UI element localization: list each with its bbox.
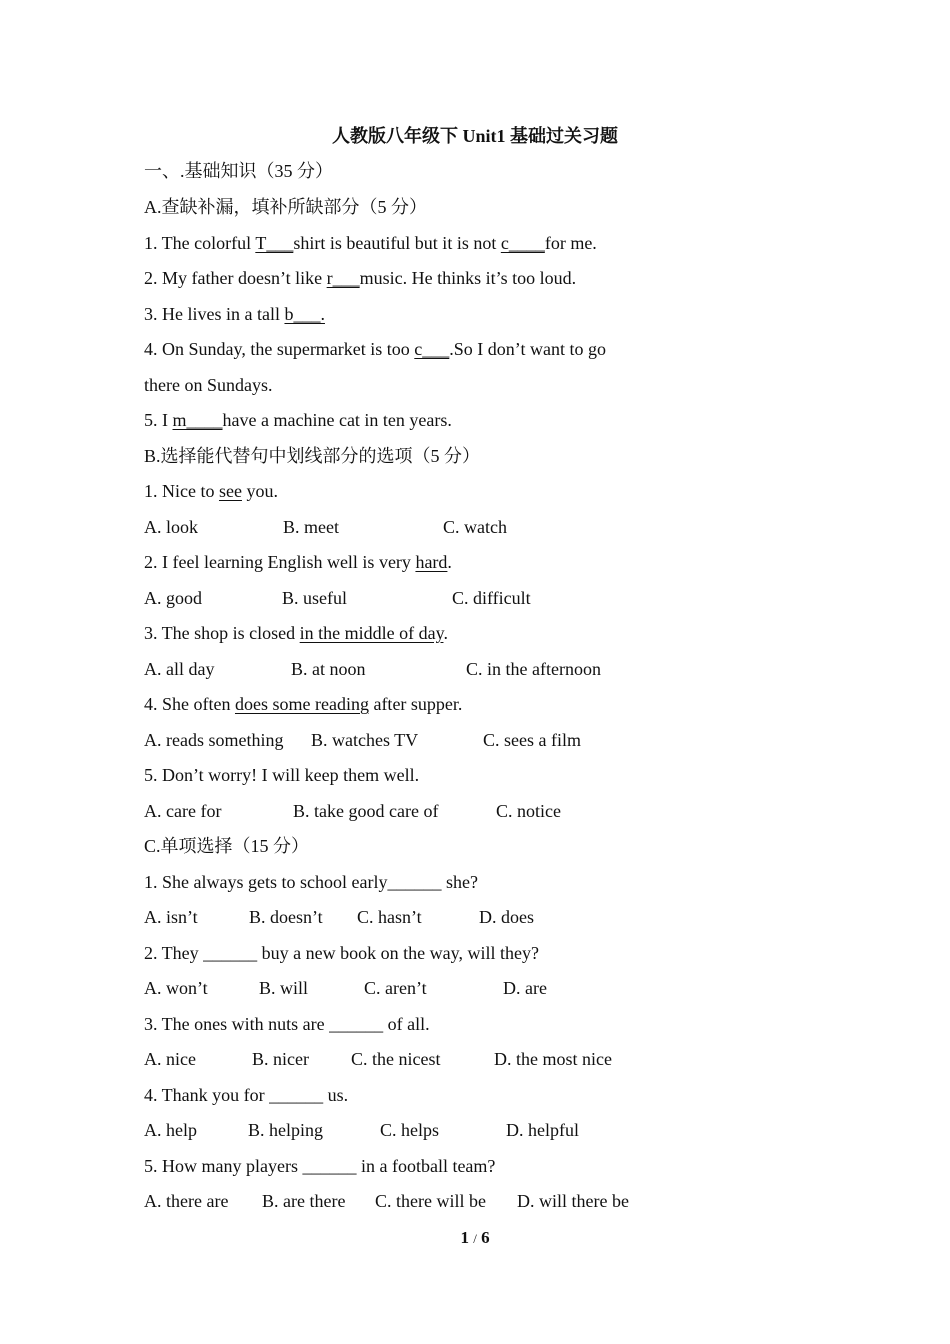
option: A. all day	[144, 659, 215, 679]
option: A. reads something	[144, 730, 284, 750]
part-c-heading: C.单项选择（15 分）	[144, 836, 310, 856]
options-b4	[144, 727, 581, 753]
options-c4	[144, 1117, 579, 1143]
options-c2	[144, 975, 547, 1001]
option: C. there will be	[375, 1191, 486, 1211]
total-pages: 6	[481, 1228, 490, 1247]
question-c3: 3. The ones with nuts are ______ of all.	[144, 1014, 430, 1034]
question-a4-continued: there on Sundays.	[144, 375, 273, 395]
options-c5	[144, 1188, 629, 1214]
option: C. difficult	[452, 588, 531, 608]
section-heading: 一、.基础知识（35 分）	[144, 161, 333, 181]
option: B. watches TV	[311, 730, 419, 750]
option: B. useful	[282, 588, 347, 608]
option: B. helping	[248, 1120, 323, 1140]
page-separator: /	[473, 1231, 477, 1246]
option: B. doesn’t	[249, 907, 323, 927]
option: A. won’t	[144, 978, 208, 998]
option: A. nice	[144, 1049, 196, 1069]
option: C. hasn’t	[357, 907, 422, 927]
question-c2: 2. They ______ buy a new book on the way, will they?	[144, 943, 539, 963]
option: C. helps	[380, 1120, 440, 1140]
question-b1: 1. Nice to see you.	[144, 481, 278, 501]
option: B. are there	[262, 1191, 346, 1211]
part-a-heading: A.查缺补漏，填补所缺部分（5 分）	[144, 197, 427, 217]
page-number	[0, 1228, 950, 1248]
option: B. meet	[283, 517, 339, 537]
question-a5: 5. I m____have a machine cat in ten years.	[144, 410, 452, 430]
options-b3	[144, 656, 601, 682]
options-c1	[144, 904, 534, 930]
option: A. isn’t	[144, 907, 198, 927]
option: B. take good care of	[293, 801, 439, 821]
option: A. there are	[144, 1191, 229, 1211]
question-b4: 4. She often does some reading after supper.	[144, 694, 463, 714]
option: C. in the afternoon	[466, 659, 601, 679]
question-c5: 5. How many players ______ in a football team?	[144, 1156, 496, 1176]
option: A. care for	[144, 801, 222, 821]
part-b-heading: B.选择能代替句中划线部分的选项（5 分）	[144, 446, 481, 466]
question-b5: 5. Don’t worry! I will keep them well.	[144, 765, 420, 785]
question-a1: 1. The colorful T___shirt is beautiful but it is not c____for me.	[144, 233, 597, 253]
option: C. the nicest	[351, 1049, 441, 1069]
option: C. aren’t	[364, 978, 427, 998]
option: B. will	[259, 978, 309, 998]
question-b2: 2. I feel learning English well is very hard.	[144, 552, 452, 572]
option: A. help	[144, 1120, 197, 1140]
question-c1: 1. She always gets to school early______ she?	[144, 872, 478, 892]
option: C. sees a film	[483, 730, 581, 750]
option: D. are	[503, 978, 547, 998]
question-a3: 3. He lives in a tall b___.	[144, 304, 325, 324]
options-c3	[144, 1046, 612, 1072]
options-b1	[144, 514, 507, 540]
current-page: 1	[460, 1228, 469, 1247]
option: A. look	[144, 517, 198, 537]
option: C. watch	[443, 517, 507, 537]
option: D. will there be	[517, 1191, 629, 1211]
option: B. at noon	[291, 659, 366, 679]
question-b3: 3. The shop is closed in the middle of day.	[144, 623, 448, 643]
option: B. nicer	[252, 1049, 309, 1069]
options-b2	[144, 585, 531, 611]
question-a4: 4. On Sunday, the supermarket is too c___.So I don’t want to go	[144, 339, 606, 359]
question-a2: 2. My father doesn’t like r___music. He thinks it’s too loud.	[144, 268, 577, 288]
option: D. helpful	[506, 1120, 579, 1140]
option: A. good	[144, 588, 202, 608]
document-title: 人教版八年级下 Unit1 基础过关习题	[331, 126, 618, 146]
option: D. does	[479, 907, 534, 927]
option: D. the most nice	[494, 1049, 612, 1069]
question-c4: 4. Thank you for ______ us.	[144, 1085, 349, 1105]
options-b5	[144, 798, 561, 824]
option: C. notice	[496, 801, 561, 821]
